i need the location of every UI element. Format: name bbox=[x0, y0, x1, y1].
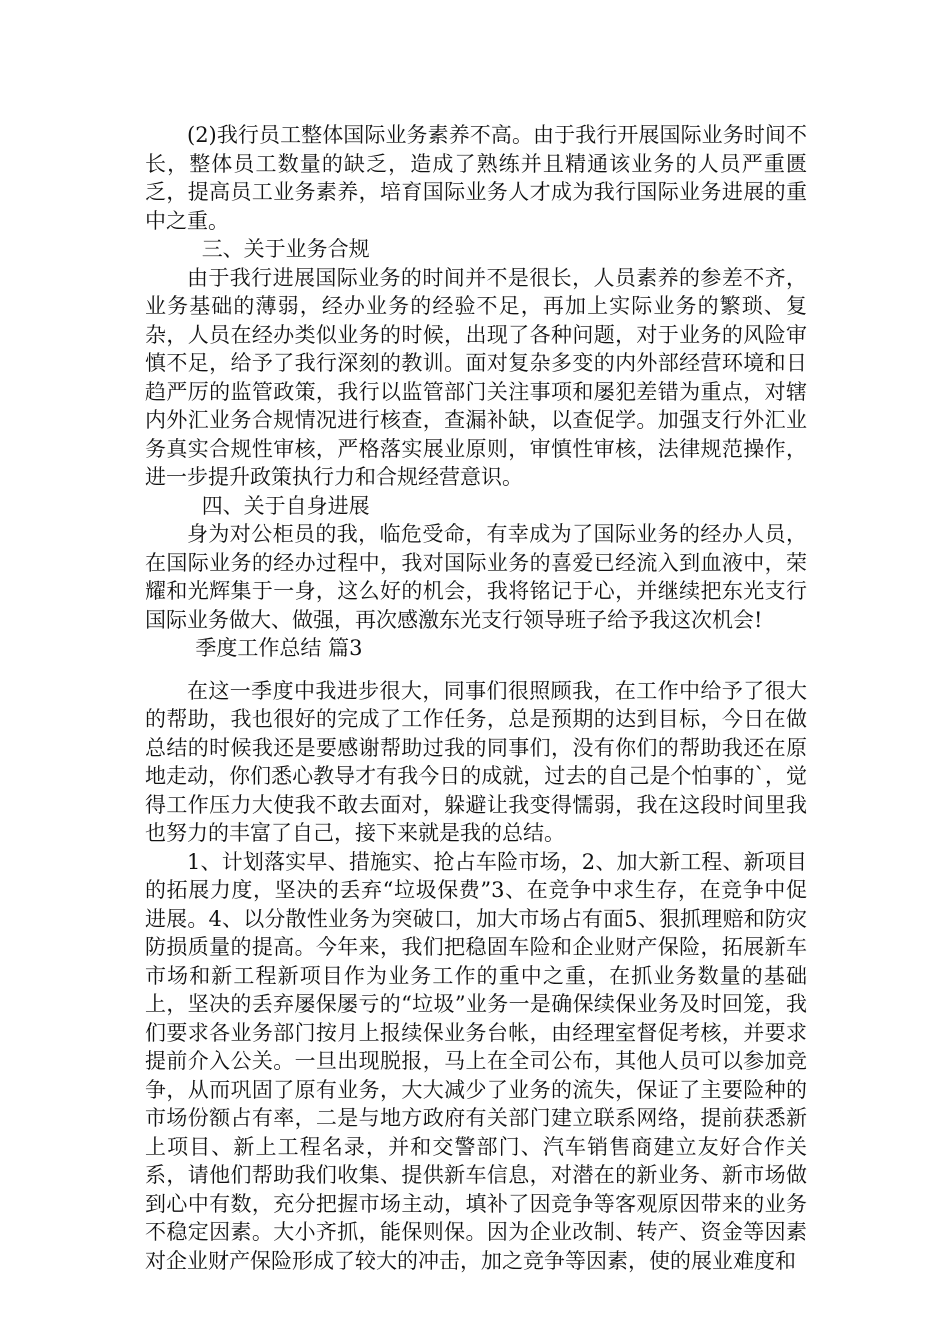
paragraph-compliance: 由于我行进展国际业务的时间并不是很长，人员素养的参差不齐，业务基础的薄弱，经办业务的经验不足，再加上实际业务的繁琐、复杂，人员在经办类似业务的时候，出现了各种问题，对于业务的风险审慎不足，给予了我行深刻的教训。面对复杂多变的内外部经营环境和日趋严厉的监管政策，我行以监管部门关注事项和屡犯差错为重点，对辖内外汇业务合规情况进行核查，查漏补缺，以查促学。加强支行外汇业务真实合规性审核，严格落实展业原则，审慎性审核，法律规范操作，进一步提升政策执行力和合规经营意识。 bbox=[145, 265, 807, 489]
paragraph-staff-quality: (2)我行员工整体国际业务素养不高。由于我行开展国际业务时间不长，整体员工数量的缺乏，造成了熟练并且精通该业务的人员严重匮乏，提高员工业务素养，培育国际业务人才成为我行国际业务进展的重中之重。 bbox=[145, 123, 807, 233]
paragraph-self-development: 身为对公柜员的我，临危受命，有幸成为了国际业务的经办人员，在国际业务的经办过程中，我对国际业务的喜爱已经流入到血液中，荣耀和光辉集于一身，这么好的机会，我将铭记于心，并继续把东光支行国际业务做大、做强，再次感激东光支行领导班子给予我这次机会! bbox=[145, 522, 807, 632]
paragraph-quarter-intro: 在这一季度中我进步很大，同事们很照顾我，在工作中给予了很大的帮助，我也很好的完成了工作任务，总是预期的达到目标，今日在做总结的时候我还是要感谢帮助过我的同事们，没有你们的帮助我还在原地走动，你们悉心教导才有我今日的成就，过去的自己是个怕事的`，觉得工作压力大使我不敢去面对，躲避让我变得懦弱，我在这段时间里我也努力的丰富了自己，接下来就是我的总结。 bbox=[145, 678, 807, 845]
article-title-part-3: 季度工作总结 篇3 bbox=[195, 636, 363, 660]
paragraph-quarter-measures: 1、计划落实早、措施实、抢占车险市场，2、加大新工程、新项目的拓展力度，坚决的丢弃“垃圾保费”3、在竞争中求生存，在竞争中促进展。4、以分散性业务为突破口，加大市场占有面5、狠抓理赔和防灾防损质量的提高。今年来，我们把稳固车险和企业财产保险，拓展新车市场和新工程新项目作为业务工作的重中之重，在抓业务数量的基础上，坚决的丢弃屡保屡亏的“垃圾”业务一是确保续保业务及时回笼，我们要求各业务部门按月上报续保业务台帐，由经理室督促考核，并要求提前介入公关。一旦出现脱报，马上在全司公布，其他人员可以参加竞争，从而巩固了原有业务，大大减少了业务的流失，保证了主要险种的市场份额占有率，二是与地方政府有关部门建立联系网络，提前获悉新上项目、新上工程名录，并和交警部门、汽车销售商建立友好合作关系，请他们帮助我们收集、提供新车信息，对潜在的新业务、新市场做到心中有数，充分把握市场主动，填补了因竞争等客观原因带来的业务不稳定因素。大小齐抓，能保则保。因为企业改制、转产、资金等因素对企业财产保险形成了较大的冲击，加之竞争等因素，使的展业难度和 bbox=[145, 849, 807, 1273]
section-heading-self-development: 四、关于自身进展 bbox=[201, 493, 370, 518]
document-body bbox=[145, 121, 807, 1275]
section-heading-compliance: 三、关于业务合规 bbox=[201, 237, 370, 261]
